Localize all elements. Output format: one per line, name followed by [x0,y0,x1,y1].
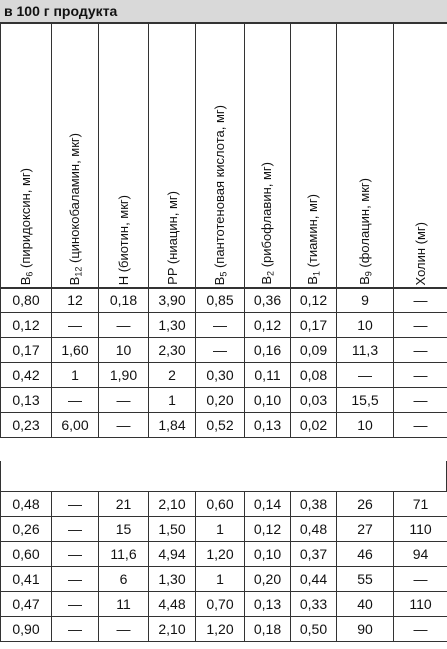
table-cell: 2 [149,363,196,388]
table-cell: — [394,288,447,313]
column-header-label: $B_6$ (пиридоксин, мг) [17,167,35,285]
table-cell: 26 [337,492,394,517]
column-header-label: $B_2$ (рибофлавин, мг) [259,162,276,285]
table-cell: 0,23 [1,413,52,438]
column-header [52,24,99,289]
table-cell: 2,30 [149,338,196,363]
column-header-label: H (биотин, мкг) [116,194,131,285]
column-header [196,24,245,289]
table-cell: — [394,388,447,413]
table-cell: — [394,413,447,438]
table-row [1,413,447,438]
table-cell: 0,10 [245,542,291,567]
table-cell: 1,50 [149,517,196,542]
table-cell: 0,02 [291,413,337,438]
table-cell: 0,10 [245,388,291,413]
table-row [1,617,447,642]
table-cell: 0,09 [291,338,337,363]
column-header [291,24,337,289]
table-cell: 4,94 [149,542,196,567]
table-cell: 0,60 [196,492,245,517]
table-cell: 90 [337,617,394,642]
table-cell: 0,37 [291,542,337,567]
table-cell: 0,12 [1,313,52,338]
table-cell: 4,48 [149,592,196,617]
table-cell: 0,18 [99,288,149,313]
column-header [99,24,149,289]
column-header-label: $B_5$ (пантотеновая кислота, мг) [211,104,229,285]
column-header [245,24,291,289]
table-row [1,567,447,592]
table-cell: 0,80 [1,288,52,313]
table-cell: 11 [99,592,149,617]
table-cell: 10 [337,413,394,438]
column-header-label: $B_9$ (фолацин, мкг) [356,178,374,285]
table-cell: 1,20 [196,542,245,567]
table-cell: — [52,592,99,617]
table-cell: 11,3 [337,338,394,363]
table-cell: 0,20 [196,388,245,413]
table-row [1,517,447,542]
table-cell: 9 [337,288,394,313]
table-cell: 1 [149,388,196,413]
column-header [1,24,52,289]
table-cell: — [394,567,447,592]
table-cell: — [196,338,245,363]
table-cell: 1,60 [52,338,99,363]
table-cell: 0,85 [196,288,245,313]
table-cell: — [394,363,447,388]
table-cell: 6 [99,567,149,592]
table-row [1,338,447,363]
table-title: в 100 г продукта [4,3,118,19]
column-header-label: $B_1$ (тиамин, мг) [305,194,322,285]
table-cell: 0,44 [291,567,337,592]
table-cell: 12 [52,288,99,313]
table-row [1,542,447,567]
table-cell: 15 [99,517,149,542]
table-cell: — [99,388,149,413]
table-cell: — [52,492,99,517]
table-cell: 94 [394,542,447,567]
table-cell: 40 [337,592,394,617]
table-cell: 0,90 [1,617,52,642]
table-cell: — [99,313,149,338]
column-header-label: PP (ниацин, мг) [164,191,180,285]
table-cell: 1,30 [149,567,196,592]
column-header [149,24,196,289]
table-cell: 3,90 [149,288,196,313]
table-cell: 0,12 [291,288,337,313]
table-cell: 0,12 [245,313,291,338]
column-header-label: $B_{12}$ (цинокобаламин, мкг) [66,132,84,285]
table-cell: 0,13 [1,388,52,413]
table-cell: 0,14 [245,492,291,517]
column-header [394,24,447,289]
vitamin-table-upper [0,287,447,438]
table-cell: 0,48 [1,492,52,517]
table-cell: 15,5 [337,388,394,413]
table-cell: — [52,567,99,592]
table-cell: 11,6 [99,542,149,567]
table-cell: 0,36 [245,288,291,313]
table-cell: 10 [99,338,149,363]
table-cell: — [394,617,447,642]
table-cell: — [99,413,149,438]
table-cell: — [52,388,99,413]
section-gap [0,461,447,491]
table-cell: 0,11 [245,363,291,388]
table-cell: 55 [337,567,394,592]
table-cell: 0,20 [245,567,291,592]
table-cell: — [52,517,99,542]
table-cell: — [52,617,99,642]
table-cell: 0,48 [291,517,337,542]
table-cell: 0,13 [245,413,291,438]
table-cell: 0,52 [196,413,245,438]
table-cell: 0,33 [291,592,337,617]
table-cell: 0,42 [1,363,52,388]
table-cell: 71 [394,492,447,517]
table-cell: 2,10 [149,492,196,517]
table-row [1,313,447,338]
table-cell: 10 [337,313,394,338]
table-cell: 1 [196,567,245,592]
table-cell: 27 [337,517,394,542]
header-row [1,24,447,289]
table-cell: — [394,338,447,363]
table-cell: 0,12 [245,517,291,542]
table-cell: 0,17 [291,313,337,338]
table-cell: — [196,313,245,338]
table-cell: 0,30 [196,363,245,388]
table-cell: 0,60 [1,542,52,567]
table-cell: 1 [196,517,245,542]
table-cell: 0,26 [1,517,52,542]
table-cell: 0,70 [196,592,245,617]
table-cell: 1,84 [149,413,196,438]
table-cell: — [52,313,99,338]
column-header [337,24,394,289]
table-cell: 1,90 [99,363,149,388]
table-row [1,288,447,313]
vitamin-table-lower [0,491,447,642]
table-title-bar [0,0,447,23]
table-row [1,592,447,617]
table-row [1,492,447,517]
table-cell: 6,00 [52,413,99,438]
header-table [0,23,447,289]
table-row [1,388,447,413]
table-cell: 0,38 [291,492,337,517]
table-cell: 0,41 [1,567,52,592]
table-cell: — [52,542,99,567]
table-cell: — [337,363,394,388]
table-cell: 0,16 [245,338,291,363]
table-cell: 0,17 [1,338,52,363]
table-cell: 21 [99,492,149,517]
table-cell: 0,47 [1,592,52,617]
table-cell: 0,13 [245,592,291,617]
table-cell: — [394,313,447,338]
table-cell: 0,08 [291,363,337,388]
table-cell: 1,20 [196,617,245,642]
table-cell: — [99,617,149,642]
table-cell: 0,03 [291,388,337,413]
table-cell: 2,10 [149,617,196,642]
table-cell: 110 [394,592,447,617]
table-cell: 46 [337,542,394,567]
column-header-label: Холин (мг) [413,221,428,285]
table-row [1,363,447,388]
table-cell: 0,50 [291,617,337,642]
table-cell: 1,30 [149,313,196,338]
table-cell: 0,18 [245,617,291,642]
table-cell: 110 [394,517,447,542]
table-cell: 1 [52,363,99,388]
